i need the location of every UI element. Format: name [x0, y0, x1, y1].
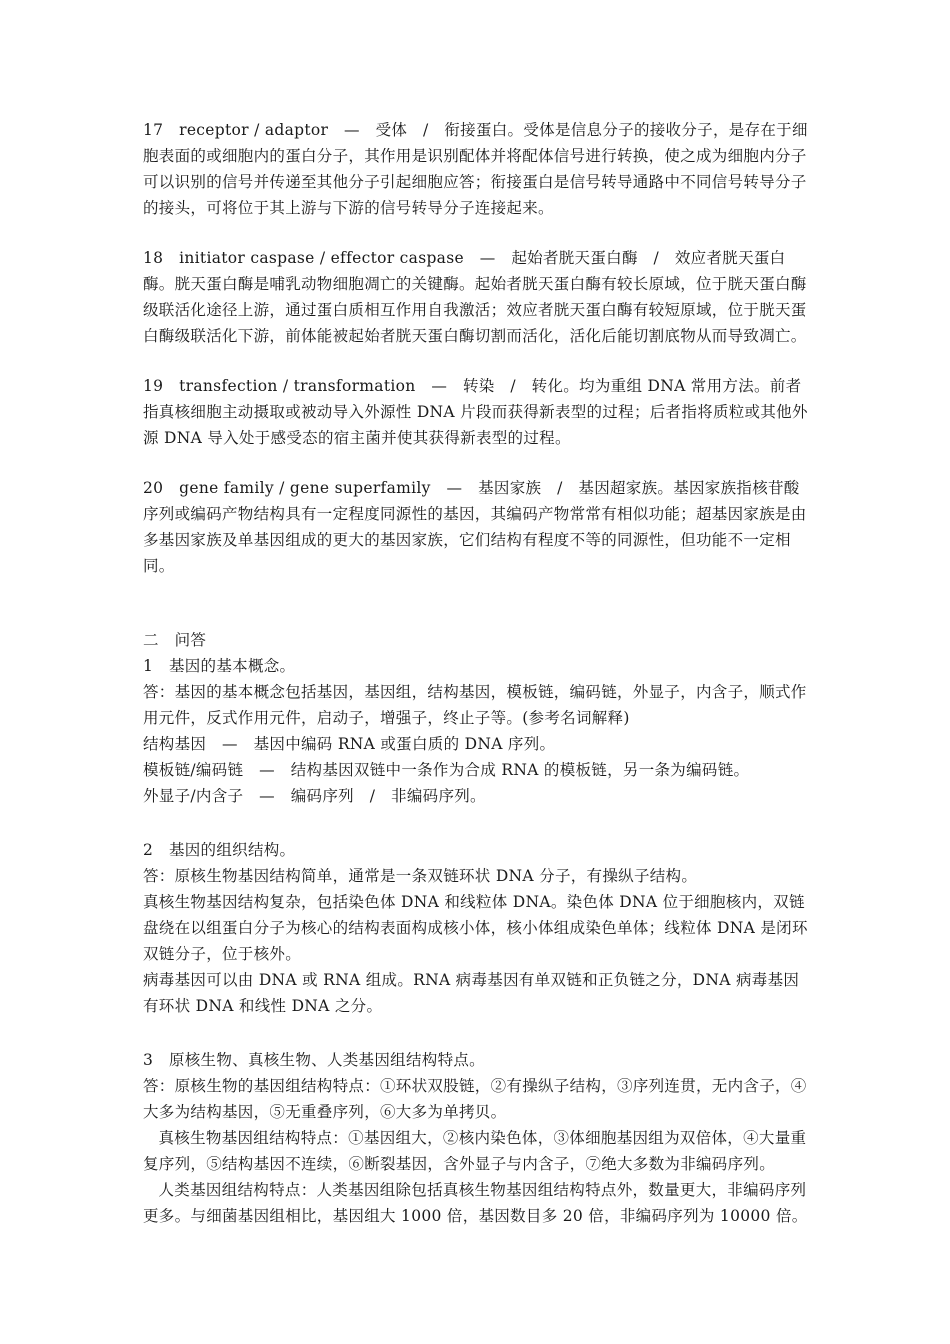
- eukaryote-gene-structure: 真核生物基因结构复杂，包括染色体 DNA 和线粒体 DNA。染色体 DNA 位于细胞核内，双链盘绕在以组蛋白分子为核心的结构表面构成核小体，核小体组成染色单体；线粒体 DNA 是闭环双链分子，位于核外。: [143, 893, 808, 963]
- eukaryote-genome-features: 真核生物基因组结构特点：①基因组大，②核内染色体，③体细胞基因组为双倍体，④大量重复序列，⑤结构基因不连续，⑥断裂基因，含外显子与内含子，⑦绝大多数为非编码序列。: [143, 1129, 807, 1173]
- template-strand-definition: 模板链/编码链 — 结构基因双链中一条作为合成 RNA 的模板链，另一条为编码链。: [143, 761, 750, 779]
- spacer: [143, 607, 810, 627]
- virus-gene-structure: 病毒基因可以由 DNA 或 RNA 组成。RNA 病毒基因有单双链和正负链之分，DNA 病毒基因有环状 DNA 和线性 DNA 之分。: [143, 971, 800, 1015]
- question-2-answer: 答：原核生物基因结构简单，通常是一条双链环状 DNA 分子，有操纵子结构。: [143, 867, 698, 885]
- term-19-paragraph: 19 transfection / transformation — 转染 / 转化。均为重组 DNA 常用方法。前者指真核细胞主动摄取或被动导入外源性 DNA 片段而获得新表型的过程；后者指将质粒或其他外源 DNA 导入处于感受态的宿主菌并使其获得新表型的过程。: [143, 377, 808, 447]
- spacer: [143, 809, 810, 837]
- human-genome-features: 人类基因组结构特点：人类基因组除包括真核生物基因组结构特点外，数量更大，非编码序列更多。与细菌基因组相比，基因组大 1000 倍，基因数目多 20 倍，非编码序列为 10000 倍。: [143, 1181, 808, 1225]
- spacer: [143, 579, 810, 607]
- spacer: [143, 1019, 810, 1047]
- term-18-paragraph: 18 initiator caspase / effector caspase — 起始者胱天蛋白酶 / 效应者胱天蛋白酶。胱天蛋白酶是哺乳动物细胞凋亡的关键酶。起始者胱天蛋白酶有较长原域，位于胱天蛋白酶级联活化途径上游，通过蛋白质相互作用自我激活；效应者胱天蛋白酶有较短原域，位于胱天蛋白酶级联活化下游，前体能被起始者胱天蛋白酶切割而活化，活化后能切割底物从而导致凋亡。: [143, 249, 807, 345]
- term-20-paragraph: 20 gene family / gene superfamily — 基因家族 / 基因超家族。基因家族指核苷酸序列或编码产物结构具有一定程度同源性的基因，其编码产物常常有相似功能；超基因家族是由多基因家族及单基因组成的更大的基因家族，它们结构有程度不等的同源性，但功能不一定相同。: [143, 479, 807, 575]
- question-3-answer: 答：原核生物的基因组结构特点：①环状双股链，②有操纵子结构，③序列连贯，无内含子，④大多为结构基因，⑤无重叠序列，⑥大多为单拷贝。: [143, 1077, 807, 1121]
- question-1-answer: 答：基因的基本概念包括基因，基因组，结构基因，模板链，编码链，外显子，内含子，顺式作用元件，反式作用元件，启动子，增强子，终止子等。(参考名词解释): [143, 683, 807, 727]
- exon-intron-definition: 外显子/内含子 — 编码序列 / 非编码序列。: [143, 787, 486, 805]
- question-3-title: 3 原核生物、真核生物、人类基因组结构特点。: [143, 1051, 485, 1069]
- term-17-paragraph: 17 receptor / adaptor — 受体 / 衔接蛋白。受体是信息分子的接收分子，是存在于细胞表面的或细胞内的蛋白分子，其作用是识别配体并将配体信号进行转换，使之成为细胞内分子可以识别的信号并传递至其他分子引起细胞应答；衔接蛋白是信号转导通路中不同信号转导分子的接头，可将位于其上游与下游的信号转导分子连接起来。: [143, 121, 808, 217]
- question-1-title: 1 基因的基本概念。: [143, 657, 296, 675]
- question-2-title: 2 基因的组织结构。: [143, 841, 296, 859]
- section-heading: 二 问答: [143, 631, 207, 649]
- structural-gene-definition: 结构基因 — 基因中编码 RNA 或蛋白质的 DNA 序列。: [143, 735, 556, 753]
